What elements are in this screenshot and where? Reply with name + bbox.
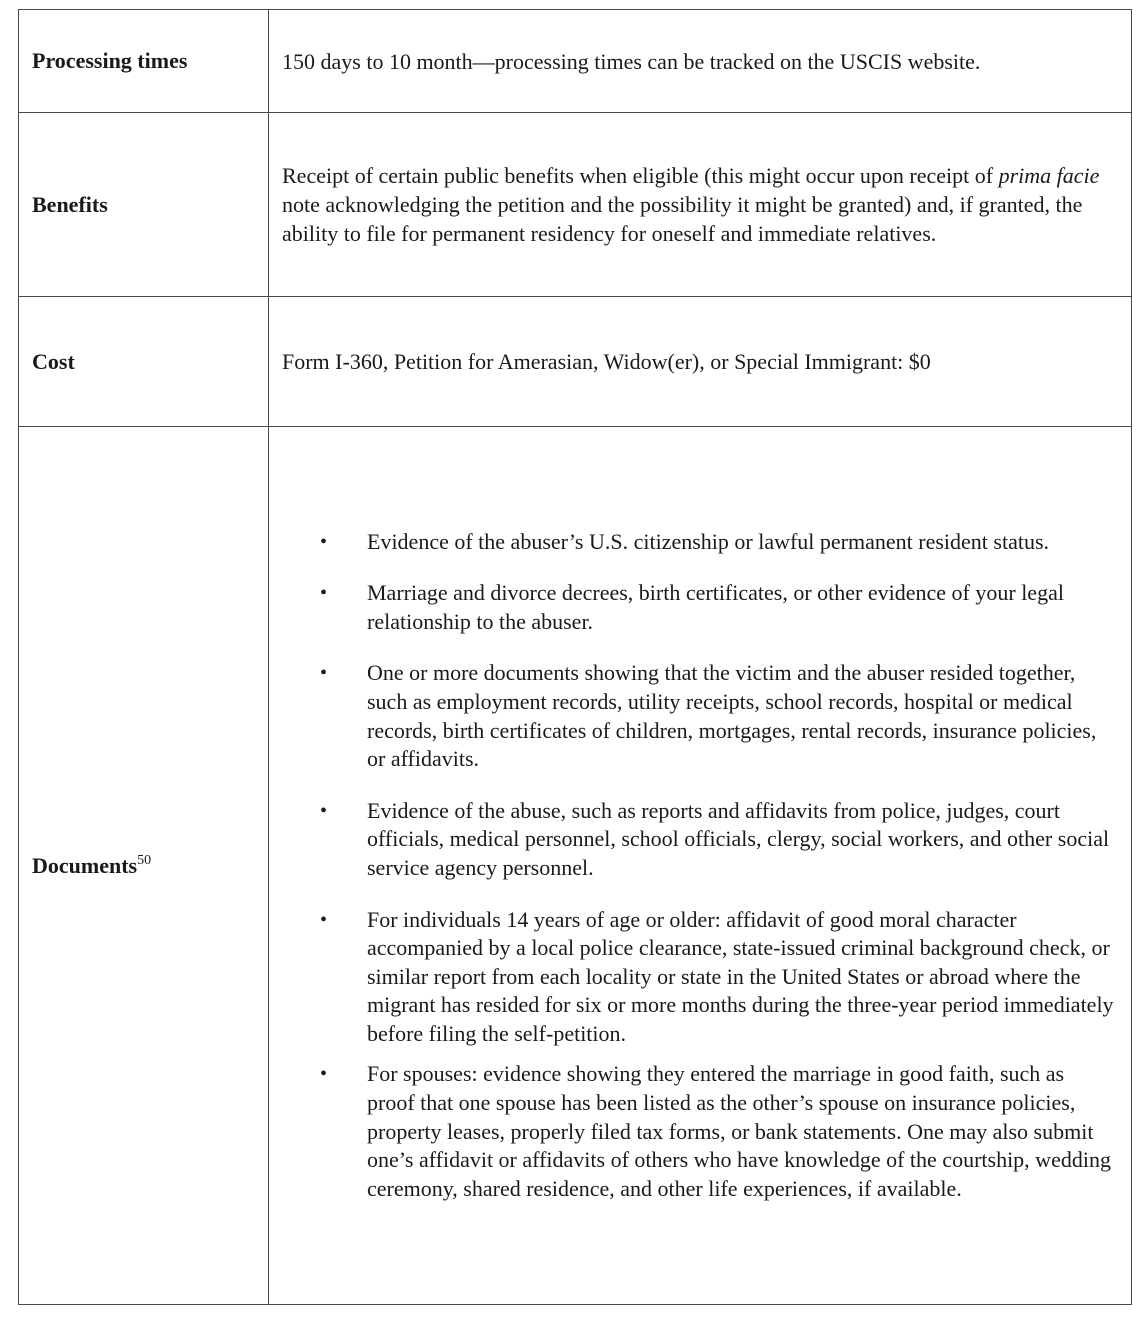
list-item [282,579,1121,636]
table-row-processing-times [19,10,1132,113]
row-label-processing-times: Processing times [19,10,269,113]
table-row-cost [19,297,1132,427]
list-item [282,1060,1121,1203]
benefits-text-part-1: Receipt of certain public benefits when eligible (this might occur upon receipt of [282,163,999,188]
row-label-benefits: Benefits [19,113,269,297]
footnote-marker: 50 [137,852,152,868]
documents-list [282,528,1121,1204]
info-table [18,9,1132,1305]
documents-label-text: Documents [32,852,138,878]
row-value-benefits [269,113,1132,297]
benefits-text-italic: prima facie [998,163,1100,188]
table-row-documents [19,427,1132,1305]
list-item-text: For spouses: evidence showing they entered the marriage in good faith, such as proof that one spouse has been listed as the other’s spouse on insurance policies, property leases, properly filed tax forms, or bank statements. One may also submit one’s affidavit or affidavits of others who have knowledge of the courtship, wedding ceremony, shared residence, and other life experiences, if available. [367,1061,1111,1201]
list-item-text: Marriage and divorce decrees, birth certificates, or other evidence of your legal relationship to the abuser. [367,580,1064,634]
list-item-text: For individuals 14 years of age or older: affidavit of good moral character accompanied by a local police clearance, state-issued criminal background check, or similar report from each locality or state in the United States or abroad where the migrant has resided for six or more months during the three-year period immediately before filing the self-petition. [367,906,1114,1046]
bullet-icon: • [320,1063,328,1086]
table-row-benefits [19,113,1132,297]
list-item-text: One or more documents showing that the victim and the abuser resided together, such as employment records, utility receipts, school records, hospital or medical records, birth certificates of children, mortgages, rental records, insurance policies, or affidavits. [367,660,1097,772]
bullet-icon: • [320,582,328,605]
row-value-processing-times: 150 days to 10 month—processing times can be tracked on the USCIS website. [269,10,1132,113]
bullet-icon: • [320,799,328,822]
row-value-cost: Form I-360, Petition for Amerasian, Widow(er), or Special Immigrant: $0 [269,297,1132,427]
benefits-text-part-2: note acknowledging the petition and the possibility it might be granted) and, if granted, the ability to file for permanent residency for oneself and immediate relatives. [282,192,1083,246]
list-item-text: Evidence of the abuser’s U.S. citizenship or lawful permanent resident status. [367,528,1050,554]
row-label-cost: Cost [19,297,269,427]
list-item [282,797,1121,883]
bullet-icon: • [320,662,328,685]
list-item-text: Evidence of the abuse, such as reports and affidavits from police, judges, court officials, medical personnel, school officials, clergy, social workers, and other social service agency personnel. [367,797,1110,880]
bullet-icon: • [320,530,328,553]
list-item [282,528,1121,557]
list-item [282,906,1121,1049]
row-value-documents [269,427,1132,1305]
bullet-icon: • [320,908,328,931]
list-item [282,659,1121,773]
row-label-documents [19,427,269,1305]
